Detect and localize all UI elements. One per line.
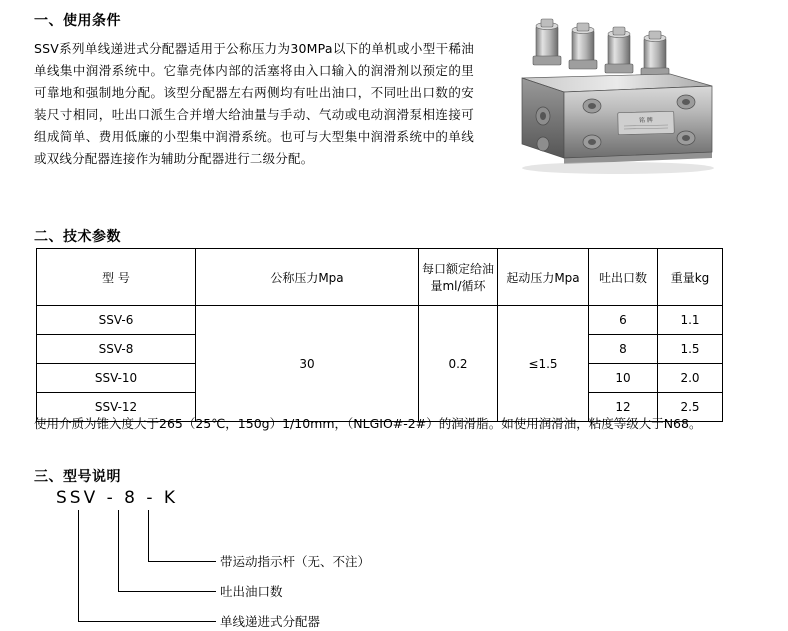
col-header-ports: 吐出口数	[589, 249, 658, 306]
leader-line-ports-vertical	[118, 510, 119, 592]
product-photo	[500, 12, 735, 187]
table-body	[37, 306, 723, 422]
usage-paragraph-text: SSV系列单线递进式分配器适用于公称压力为30MPa以下的单机或小型干稀油单线集中润滑系统中。它靠壳体内部的活塞将由入口输入的润滑剂以预定的里可靠地和强制地分配。该型分配器左右两侧均有吐出油口，不同吐出口数的安装尺寸相同，吐出口派生合并增大给油量与手动、气动或电动润滑泵相连接可组成简单、费用低廉的小型集中润滑系统。也可与大型集中润滑系统中的单线或双线分配器连接作为辅助分配器进行二级分配。	[34, 41, 474, 166]
cell-model: SSV-6	[37, 306, 196, 335]
cell-ports: 10	[589, 364, 658, 393]
specifications-table	[36, 248, 723, 422]
model-code-diagram	[0, 488, 788, 628]
cell-ports: 6	[589, 306, 658, 335]
cell-weight: 1.1	[658, 306, 723, 335]
cell-model: SSV-12	[37, 393, 196, 422]
nameplate	[618, 111, 675, 134]
table-row	[37, 306, 723, 335]
leader-line-k-horizontal	[148, 561, 216, 562]
table-header-row	[37, 249, 723, 306]
cell-model: SSV-8	[37, 335, 196, 364]
valve-cylinders	[533, 19, 669, 77]
distributor-body	[522, 74, 712, 164]
model-code-label-ports: 吐出油口数	[220, 584, 283, 599]
section-heading-model-code: 三、型号说明	[34, 469, 121, 485]
model-code-text: SSV - 8 - K	[56, 488, 179, 508]
cell-weight: 1.5	[658, 335, 723, 364]
leader-line-ports-horizontal	[118, 591, 216, 592]
cell-start-pressure: ≤1.5	[498, 306, 589, 422]
col-header-oil-per-port: 每口额定给油量ml/循环	[419, 249, 498, 306]
cell-model: SSV-10	[37, 364, 196, 393]
cell-ports: 12	[589, 393, 658, 422]
cell-oil-per-port: 0.2	[419, 306, 498, 422]
col-header-start-pressure: 起动压力Mpa	[498, 249, 589, 306]
col-header-model: 型 号	[37, 249, 196, 306]
cell-weight: 2.5	[658, 393, 723, 422]
cell-pressure: 30	[196, 306, 419, 422]
leader-line-k-vertical	[148, 510, 149, 562]
col-header-weight: 重量kg	[658, 249, 723, 306]
table-header	[37, 249, 723, 306]
cell-weight: 2.0	[658, 364, 723, 393]
leader-line-series-horizontal	[78, 621, 216, 622]
model-code-label-indicator: 带运动指示杆（无、不注）	[220, 554, 371, 569]
section-heading-specs: 二、技术参数	[34, 229, 121, 245]
col-header-pressure: 公称压力Mpa	[196, 249, 419, 306]
model-code-label-series: 单线递进式分配器	[220, 614, 321, 629]
cell-ports: 8	[589, 335, 658, 364]
section-heading-usage: 一、使用条件	[34, 13, 121, 29]
svg-text:铭 牌: 铭 牌	[638, 116, 653, 125]
usage-paragraph	[34, 38, 474, 170]
leader-line-series-vertical	[78, 510, 79, 622]
table-note: 使用介质为锥入度大于265（25℃，150g）1/10mm，（NLGIO#-2#）的润滑脂。如使用润滑油，粘度等级大于N68。	[34, 416, 702, 431]
